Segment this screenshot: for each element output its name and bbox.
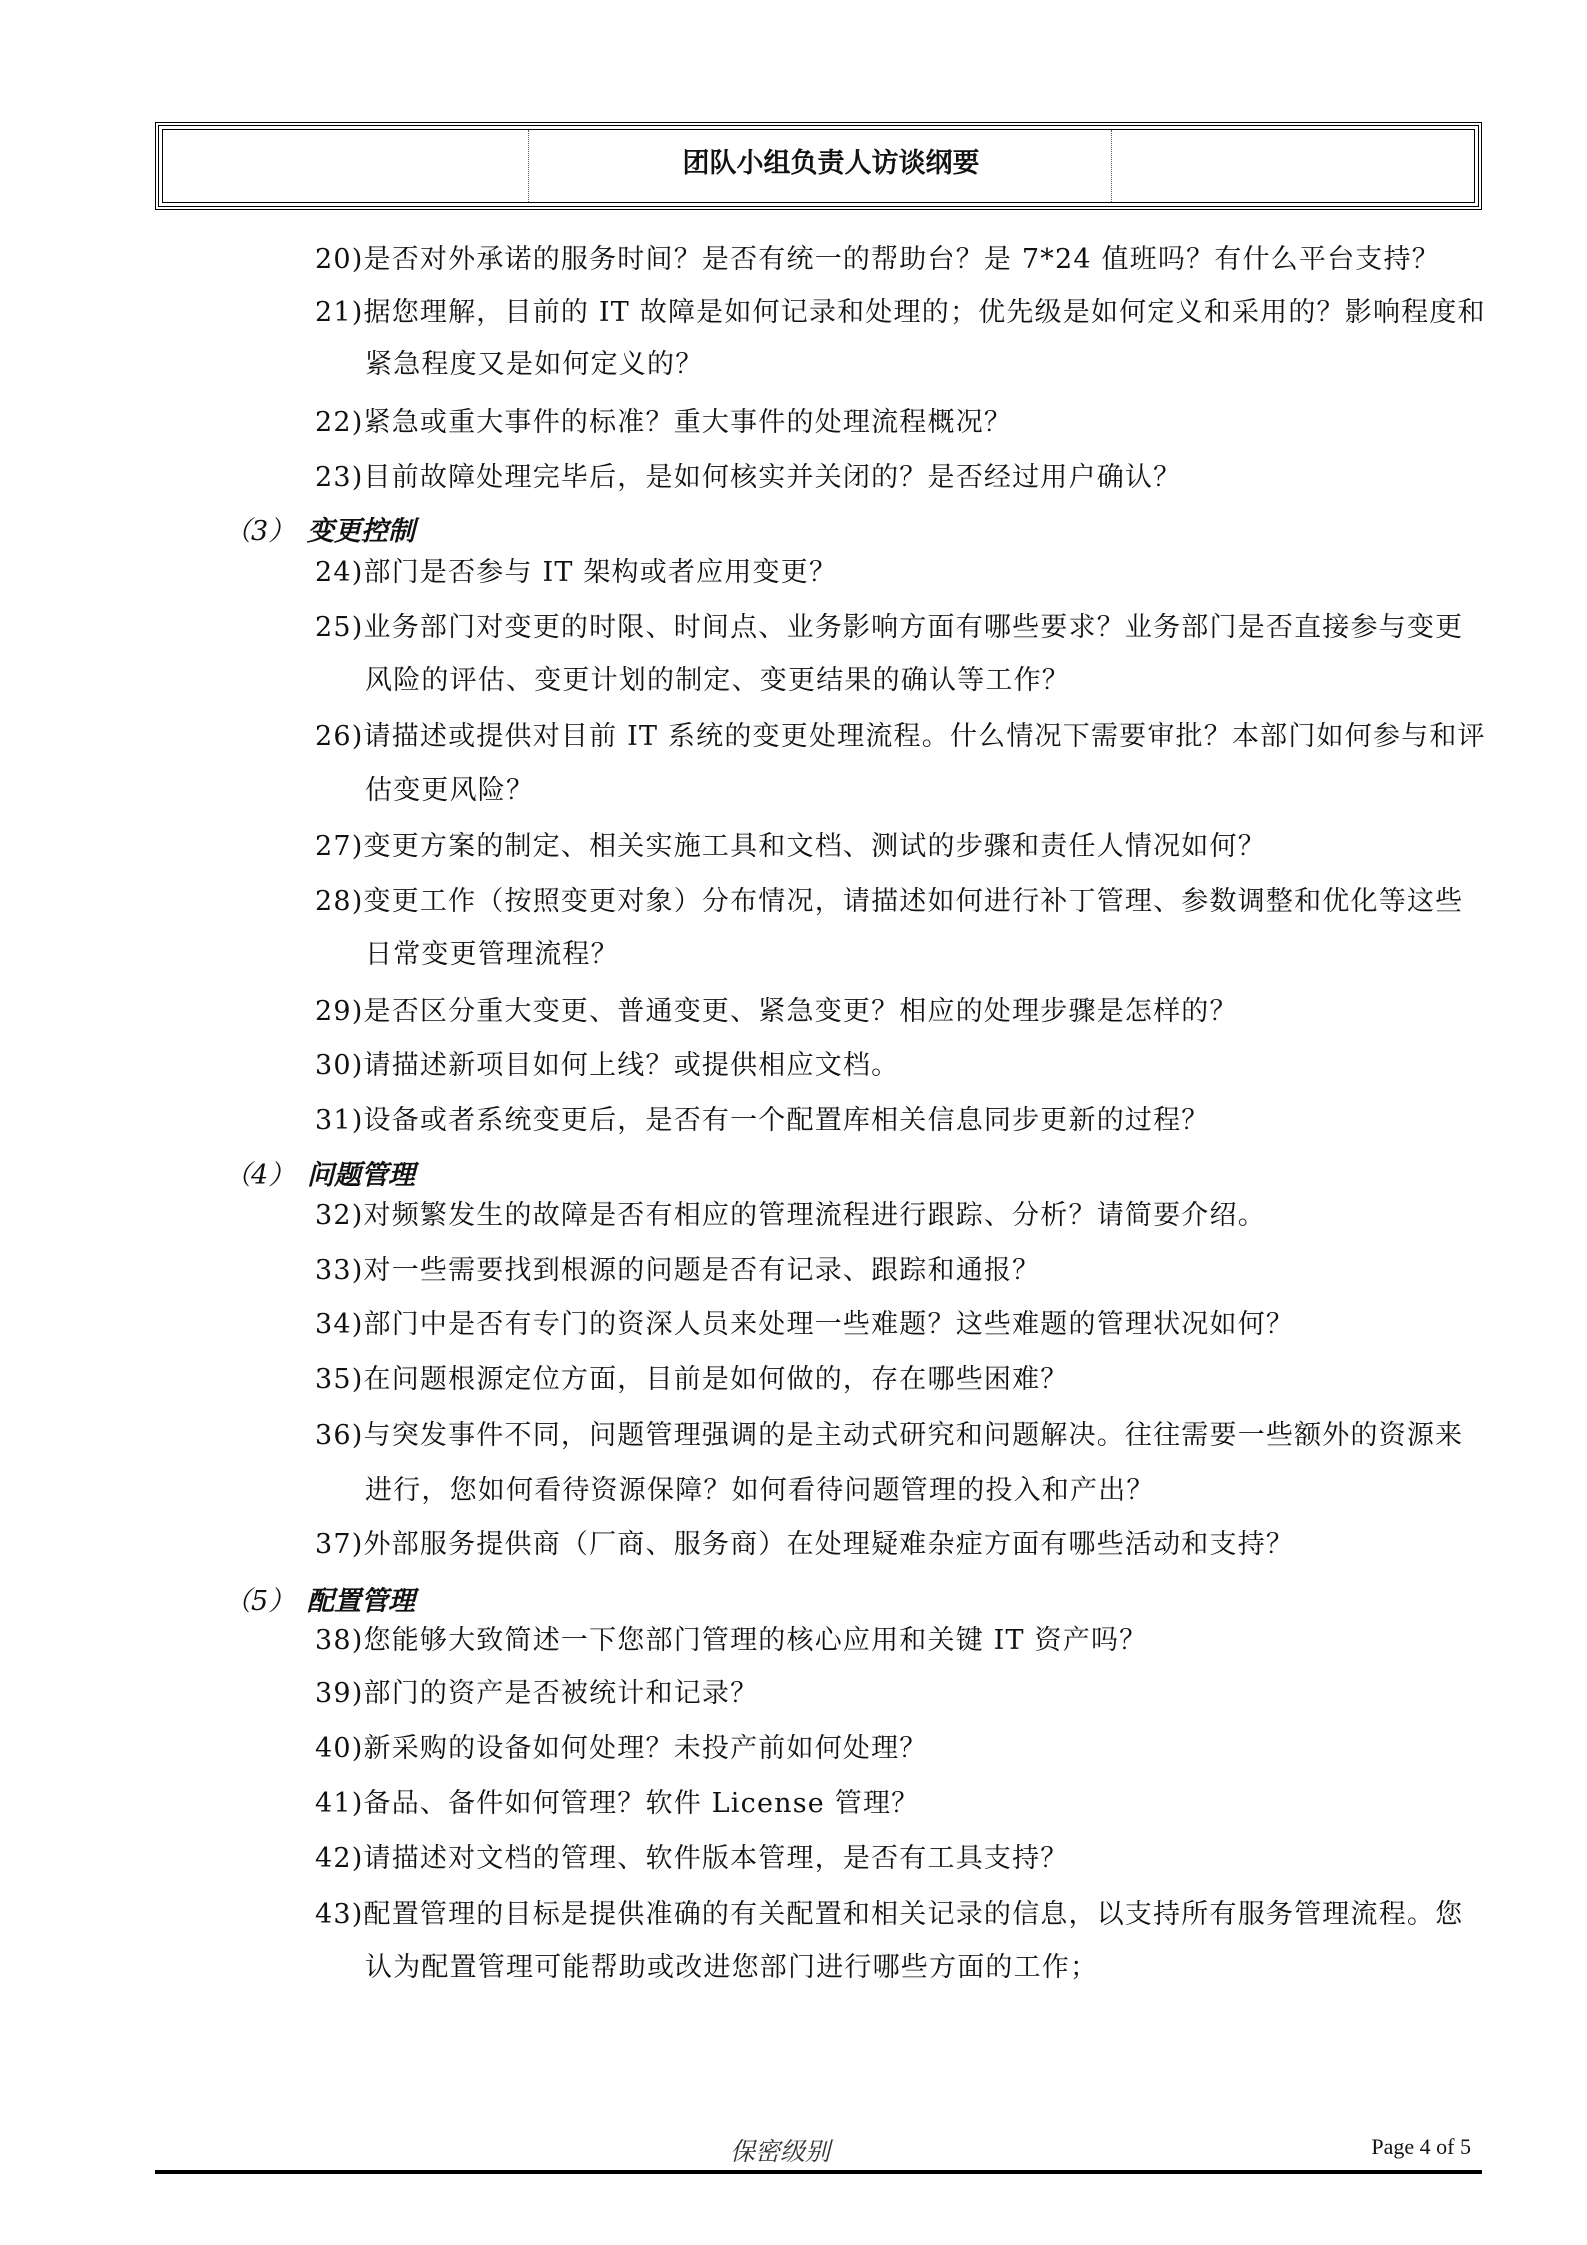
question-number: 31): [315, 1105, 364, 1136]
document-title: 团队小组负责人访谈纲要: [682, 148, 980, 179]
question-number: 23): [315, 462, 364, 493]
question-text: 请描述新项目如何上线？或提供相应文档。: [363, 1050, 900, 1081]
question-text: 紧急程度又是如何定义的？: [365, 349, 704, 380]
question-item: [315, 1103, 1210, 1139]
question-item: [315, 1527, 1294, 1563]
question-text: 部门中是否有专门的资深人员来处理一些难题？这些难题的管理状况如何？: [363, 1309, 1295, 1340]
question-item: [315, 829, 1266, 865]
question-item: [315, 1418, 1463, 1454]
question-continuation: [365, 937, 619, 973]
question-text: 部门的资产是否被统计和记录？: [363, 1678, 759, 1709]
question-text: 新采购的设备如何处理？未投产前如何处理？: [363, 1733, 928, 1764]
question-number: 27): [315, 831, 364, 862]
question-text: 进行，您如何看待资源保障？如何看待问题管理的投入和产出？: [365, 1475, 1155, 1506]
question-text: 认为配置管理可能帮助或改进您部门进行哪些方面的工作；: [365, 1952, 1099, 1983]
question-text: 变更方案的制定、相关实施工具和文档、测试的步骤和责任人情况如何？: [363, 831, 1266, 862]
question-text: 对一些需要找到根源的问题是否有记录、跟踪和通报？: [363, 1255, 1041, 1286]
question-item: [315, 1786, 919, 1822]
question-number: 33): [315, 1255, 364, 1286]
question-text: 是否对外承诺的服务时间？是否有统一的帮助台？是 7*24 值班吗？有什么平台支持？: [363, 244, 1440, 275]
question-item: [315, 719, 1486, 755]
footer-confidentiality-label: 保密级别: [730, 2137, 831, 2166]
question-number: 38): [315, 1625, 364, 1656]
footer-rule: [155, 2170, 1482, 2174]
question-number: 28): [315, 886, 364, 917]
question-number: 25): [315, 612, 364, 643]
question-number: 26): [315, 721, 364, 752]
question-number: 37): [315, 1529, 364, 1560]
question-number: 29): [315, 996, 364, 1027]
question-number: 41): [315, 1788, 364, 1819]
question-item: [315, 555, 837, 591]
question-number: 30): [315, 1050, 364, 1081]
section-number: （5）: [224, 1586, 296, 1617]
question-item: [315, 994, 1238, 1030]
question-text: 部门是否参与 IT 架构或者应用变更？: [363, 557, 838, 588]
question-continuation: [365, 773, 534, 809]
question-item: [315, 1623, 1147, 1659]
question-text: 外部服务提供商（厂商、服务商）在处理疑难杂症方面有哪些活动和支持？: [363, 1529, 1295, 1560]
question-number: 20): [315, 244, 364, 275]
question-number: 43): [315, 1899, 364, 1930]
question-item: [315, 1307, 1294, 1343]
header-divider: [528, 130, 529, 202]
section-title: 变更控制: [307, 516, 415, 547]
question-number: 42): [315, 1843, 364, 1874]
question-item: [315, 884, 1463, 920]
question-text: 紧急或重大事件的标准？重大事件的处理流程概况？: [363, 407, 1013, 438]
question-number: 40): [315, 1733, 364, 1764]
question-continuation: [365, 663, 1070, 699]
footer-page-number: Page 4 of 5: [1371, 2134, 1471, 2159]
question-text: 对频繁发生的故障是否有相应的管理流程进行跟踪、分析？请简要介绍。: [363, 1200, 1266, 1231]
section-title: 问题管理: [307, 1160, 415, 1191]
question-item: [315, 295, 1486, 331]
question-text: 您能够大致简述一下您部门管理的核心应用和关键 IT 资产吗？: [363, 1625, 1148, 1656]
question-item: [315, 1731, 928, 1767]
question-text: 业务部门对变更的时限、时间点、业务影响方面有哪些要求？业务部门是否直接参与变更: [363, 612, 1464, 643]
question-text: 与突发事件不同，问题管理强调的是主动式研究和问题解决。往往需要一些额外的资源来: [363, 1420, 1464, 1451]
question-text: 设备或者系统变更后，是否有一个配置库相关信息同步更新的过程？: [363, 1105, 1210, 1136]
question-continuation: [365, 347, 703, 383]
question-item: [315, 1198, 1266, 1234]
question-text: 在问题根源定位方面，目前是如何做的，存在哪些困难？: [363, 1364, 1069, 1395]
question-text: 变更工作（按照变更对象）分布情况，请描述如何进行补丁管理、参数调整和优化等这些: [363, 886, 1464, 917]
question-item: [315, 1897, 1463, 1933]
question-item: [315, 1362, 1069, 1398]
question-number: 22): [315, 407, 364, 438]
question-number: 34): [315, 1309, 364, 1340]
section-title: 配置管理: [307, 1586, 415, 1617]
section-number: （4）: [224, 1160, 296, 1191]
question-number: 21): [315, 297, 364, 328]
question-text: 目前故障处理完毕后，是如何核实并关闭的？是否经过用户确认？: [363, 462, 1182, 493]
question-number: 35): [315, 1364, 364, 1395]
question-text: 配置管理的目标是提供准确的有关配置和相关记录的信息，以支持所有服务管理流程。您: [363, 1899, 1464, 1930]
question-text: 备品、备件如何管理？软件 License 管理？: [363, 1788, 920, 1819]
question-text: 请描述对文档的管理、软件版本管理，是否有工具支持？: [363, 1843, 1069, 1874]
question-item: [315, 1048, 899, 1084]
question-number: 32): [315, 1200, 364, 1231]
question-item: [315, 460, 1181, 496]
question-item: [315, 1841, 1069, 1877]
question-number: 24): [315, 557, 364, 588]
question-item: [315, 1676, 758, 1712]
question-continuation: [365, 1473, 1155, 1509]
section-number: （3）: [224, 516, 296, 547]
question-item: [315, 405, 1012, 441]
question-number: 39): [315, 1678, 364, 1709]
question-text: 据您理解，目前的 IT 故障是如何记录和处理的；优先级是如何定义和采用的？影响程度和: [363, 297, 1486, 328]
question-continuation: [365, 1950, 1098, 1986]
question-text: 请描述或提供对目前 IT 系统的变更处理流程。什么情况下需要审批？本部门如何参与和评: [363, 721, 1486, 752]
question-text: 风险的评估、变更计划的制定、变更结果的确认等工作？: [365, 665, 1070, 696]
question-text: 是否区分重大变更、普通变更、紧急变更？相应的处理步骤是怎样的？: [363, 996, 1238, 1027]
question-item: [315, 1253, 1040, 1289]
question-number: 36): [315, 1420, 364, 1451]
question-item: [315, 610, 1463, 646]
page-header-table: [155, 122, 1482, 210]
question-text: 日常变更管理流程？: [365, 939, 619, 970]
question-item: [315, 242, 1440, 278]
question-text: 估变更风险？: [365, 775, 535, 806]
